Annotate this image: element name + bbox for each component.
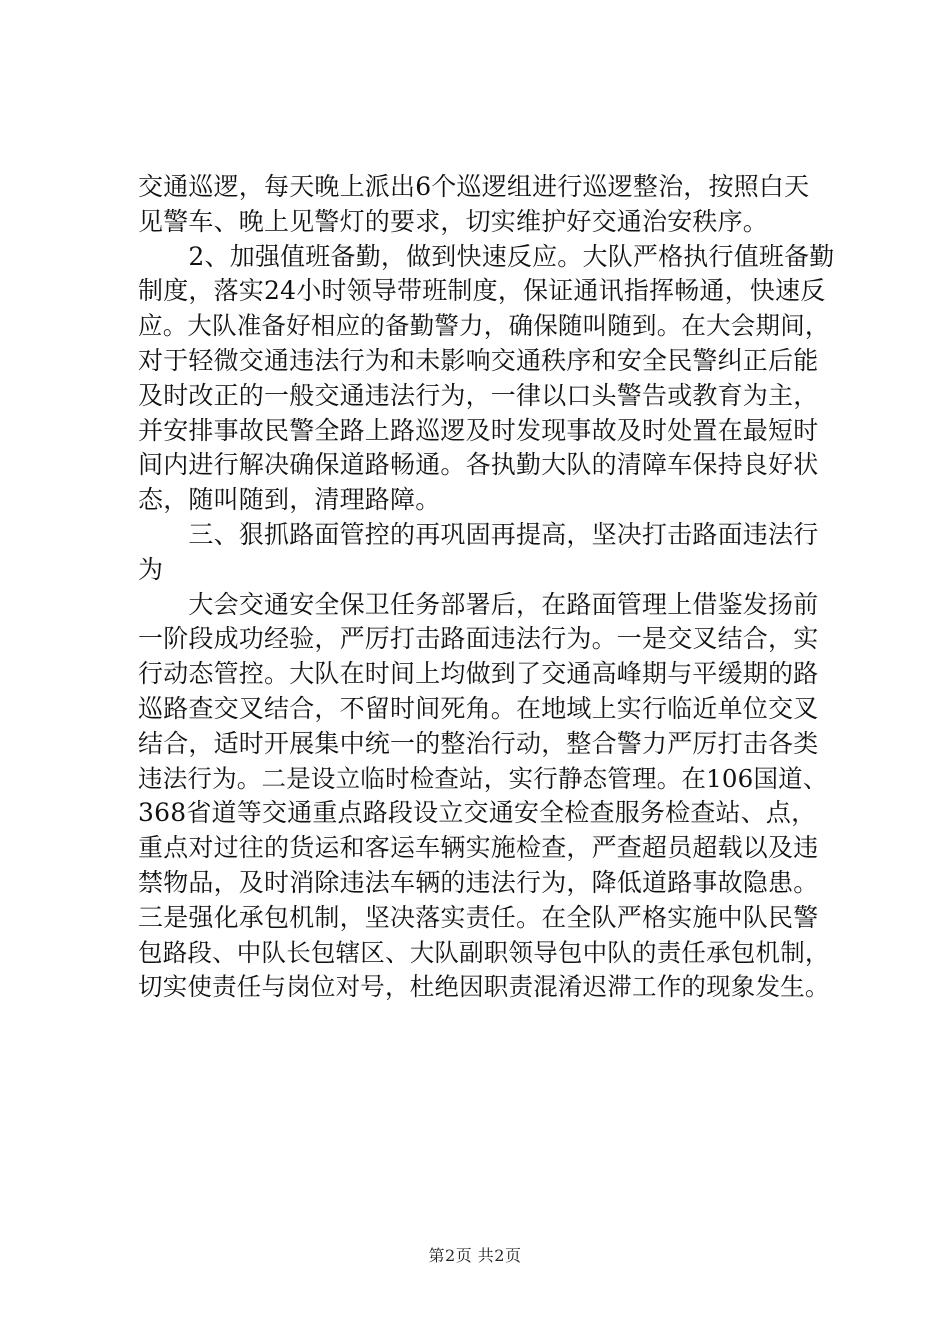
section-heading-road-control [138,518,838,588]
text-line: 一阶段成功经验，严厉打击路面违法行为。一是交叉结合，实 [138,624,819,654]
paragraph-duty-standby [138,240,838,518]
text-line: 三、狠抓路面管控的再巩固再提高，坚决打击路面违法行 [138,519,819,549]
text-line: 违法行为。二是设立临时检查站，实行静态管理。在106国道、 [138,763,828,793]
text-line: 368省道等交通重点路段设立交通安全检查服务检查站、点， [138,798,817,828]
text-line: 及时改正的一般交通违法行为，一律以口头警告或教育为主， [138,380,819,410]
text-line: 结合，适时开展集中统一的整治行动，整合警力严厉打击各类 [138,728,819,758]
text-line: 并安排事故民警全路上路巡逻及时发现事故及时处置在最短时 [138,415,819,445]
text-line: 2、加强值班备勤，做到快速反应。大队严格执行值班备勤 [138,241,835,271]
text-line: 态，随叫随到，清理路障。 [138,485,441,515]
document-body [138,170,838,1005]
text-line: 交通巡逻，每天晚上派出6个巡逻组进行巡逻整治，按照白天 [138,172,810,201]
text-line: 为 [138,554,164,584]
text-line: 切实使责任与岗位对号，杜绝因职责混淆迟滞工作的现象发生。 [138,972,830,1002]
text-line: 巡路查交叉结合，不留时间死角。在地域上实行临近单位交叉 [138,693,819,723]
text-line: 重点对过往的货运和客运车辆实施检查，严查超员超载以及违 [138,833,819,863]
text-line: 行动态管控。大队在时间上均做到了交通高峰期与平缓期的路 [138,659,819,689]
text-line: 见警车、晚上见警灯的要求，切实维护好交通治安秩序。 [138,206,769,236]
text-line: 应。大队准备好相应的备勤警力，确保随叫随到。在大会期间， [138,311,830,341]
text-line: 大会交通安全保卫任务部署后，在路面管理上借鉴发扬前 [138,589,819,619]
text-line: 对于轻微交通违法行为和未影响交通秩序和安全民警纠正后能 [138,345,819,375]
paragraph-road-enforcement [138,588,838,1006]
text-line: 禁物品，及时消除违法车辆的违法行为，降低道路事故隐患。 [138,867,819,897]
text-line: 三是强化承包机制，坚决落实责任。在全队严格实施中队民警 [138,902,819,932]
text-line: 制度，落实24小时领导带班制度，保证通讯指挥畅通，快速反 [138,276,826,306]
paragraph-patrol-continuation [138,170,838,240]
text-line: 包路段、中队长包辖区、大队副职领导包中队的责任承包机制， [138,937,830,967]
page-footer: 第2页 共2页 [428,1246,522,1265]
text-line: 间内进行解决确保道路畅通。各执勤大队的清障车保持良好状 [138,450,819,480]
